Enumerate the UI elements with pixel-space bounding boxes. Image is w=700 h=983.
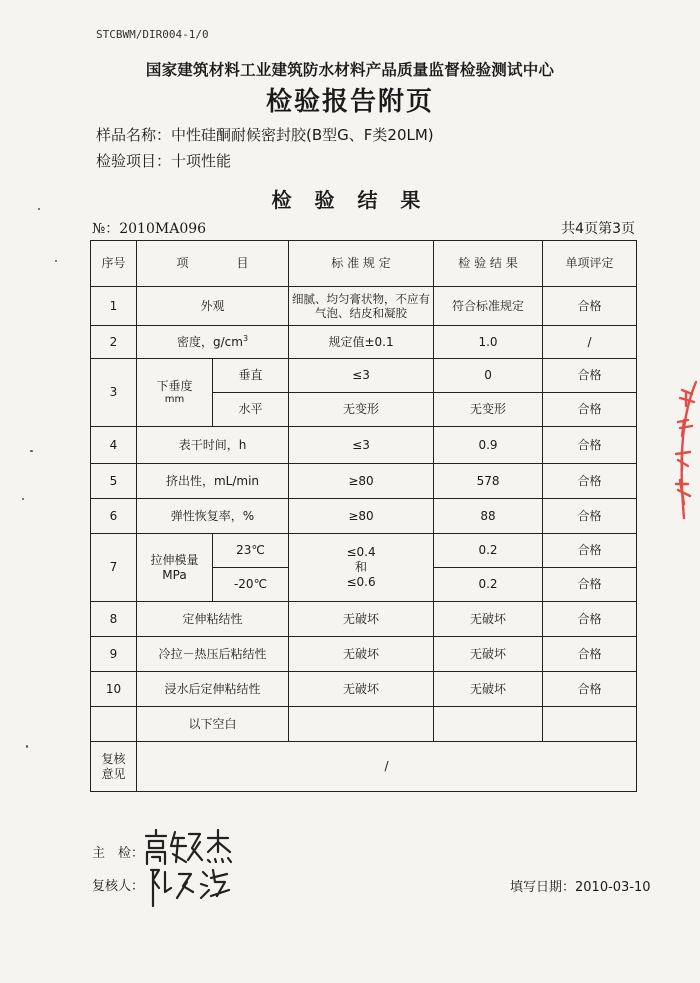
row-result: 无变形	[434, 393, 543, 427]
row-subitem: 23℃	[213, 534, 289, 568]
row-subitem: 垂直	[213, 359, 289, 393]
row-item-text: 密度，g/cm	[176, 335, 243, 349]
row-item: 表干时间，h	[137, 427, 289, 464]
row-verdict: 合格	[543, 464, 637, 499]
review-label-line: 意见	[101, 766, 126, 781]
row-item: 弹性恢复率，%	[137, 499, 289, 534]
row-verdict: 合格	[543, 393, 637, 427]
row-spec: 细腻、均匀膏状物，不应有气泡、结皮和凝胶	[289, 287, 434, 326]
row-verdict: 合格	[543, 602, 637, 637]
table-row	[91, 637, 637, 672]
header-item: 项 目	[137, 241, 289, 287]
table-row	[91, 672, 637, 707]
row-result: 无破坏	[434, 637, 543, 672]
table-row	[91, 602, 637, 637]
row-group	[137, 534, 213, 602]
row-verdict: 合格	[543, 637, 637, 672]
table-row	[91, 359, 637, 393]
row-result: 578	[434, 464, 543, 499]
table-row-blank	[91, 707, 637, 742]
paper-speck	[30, 450, 33, 452]
row-verdict: 合格	[543, 499, 637, 534]
row-result: 88	[434, 499, 543, 534]
header-no: 序号	[91, 241, 137, 287]
row-verdict: 合格	[543, 568, 637, 602]
row-spec: ≤3	[289, 427, 434, 464]
row-result: 0.2	[434, 568, 543, 602]
group-name: 下垂度	[156, 378, 193, 393]
row-result: 无破坏	[434, 672, 543, 707]
table-row	[91, 499, 637, 534]
form-code: STCBWM/DIR004-1/0	[96, 28, 209, 41]
row-verdict: 合格	[543, 287, 637, 326]
sample-label: 样品名称：	[96, 126, 172, 144]
row-no: 3	[91, 359, 137, 427]
fill-date: 填写日期：2010-03-10	[510, 880, 651, 895]
row-result: 0.2	[434, 534, 543, 568]
row-spec: 无变形	[289, 393, 434, 427]
row-result: 符合标准规定	[434, 287, 543, 326]
row-result	[434, 707, 543, 742]
row-item: 定伸粘结性	[137, 602, 289, 637]
row-no: 4	[91, 427, 137, 464]
results-table	[90, 240, 637, 792]
row-no: 8	[91, 602, 137, 637]
row-verdict: 合格	[543, 427, 637, 464]
spec-line: ≤0.6	[346, 575, 376, 589]
header-result: 检 验 结 果	[434, 241, 543, 287]
row-no: 9	[91, 637, 137, 672]
table-header-row	[91, 241, 637, 287]
row-verdict: /	[543, 326, 637, 359]
row-result: 1.0	[434, 326, 543, 359]
page-title: 检验报告附页	[265, 87, 434, 117]
spec-line: 和	[355, 560, 368, 574]
table-row	[91, 427, 637, 464]
group-name: 拉伸模量	[150, 552, 199, 567]
row-verdict: 合格	[543, 672, 637, 707]
header-spec: 标 准 规 定	[289, 241, 434, 287]
group-unit: MPa	[162, 567, 187, 582]
blank-note: 以下空白	[137, 707, 289, 742]
row-subitem: -20℃	[213, 568, 289, 602]
row-spec: 无破坏	[289, 672, 434, 707]
superscript: 3	[242, 334, 249, 343]
row-spec: ≥80	[289, 499, 434, 534]
row-item: 挤出性，mL/min	[137, 464, 289, 499]
sample-line	[96, 124, 434, 145]
review-label	[91, 742, 137, 792]
row-spec: ≥80	[289, 464, 434, 499]
row-spec	[289, 534, 434, 602]
row-subitem: 水平	[213, 393, 289, 427]
row-spec: 无破坏	[289, 637, 434, 672]
review-label-line: 复核	[101, 751, 126, 766]
review-row	[91, 742, 637, 792]
row-spec: 规定值±0.1	[289, 326, 434, 359]
group-unit: mm	[164, 393, 185, 405]
spec-line: ≤0.4	[346, 545, 376, 559]
paper-speck	[26, 745, 28, 748]
row-verdict	[543, 707, 637, 742]
row-spec: ≤3	[289, 359, 434, 393]
row-result: 无破坏	[434, 602, 543, 637]
results-heading: 检 验 结 果	[271, 188, 429, 212]
row-spec	[289, 707, 434, 742]
row-result: 0.9	[434, 427, 543, 464]
items-value: 十项性能	[171, 152, 232, 170]
row-no: 1	[91, 287, 137, 326]
page-info: 共4页第3页	[561, 221, 635, 237]
reviewer-signature	[145, 862, 235, 910]
paper-speck	[55, 260, 57, 262]
table-row	[91, 534, 637, 568]
row-item	[137, 326, 289, 359]
table-row	[91, 287, 637, 326]
paper-speck	[22, 498, 24, 500]
row-no: 7	[91, 534, 137, 602]
row-item: 外观	[137, 287, 289, 326]
organization-name: 国家建筑材料工业建筑防水材料产品质量监督检验测试中心	[145, 61, 555, 79]
table-row	[91, 464, 637, 499]
items-label: 检验项目：	[96, 152, 172, 170]
row-no	[91, 707, 137, 742]
review-value: /	[137, 742, 637, 792]
row-no: 6	[91, 499, 137, 534]
red-stamp-fragment	[666, 380, 700, 520]
inspector-signature	[142, 826, 242, 866]
reviewer-label: 复核人：	[92, 879, 145, 894]
sample-name: 中性硅酮耐候密封胶(B型G、F类20LM)	[171, 126, 434, 144]
row-no: 5	[91, 464, 137, 499]
paper-speck	[38, 208, 40, 210]
header-verdict: 单项评定	[543, 241, 637, 287]
table-row	[91, 326, 637, 359]
row-result: 0	[434, 359, 543, 393]
row-verdict: 合格	[543, 534, 637, 568]
report-number: №：2010MA096	[92, 221, 207, 237]
row-group	[137, 359, 213, 427]
row-no: 10	[91, 672, 137, 707]
inspector-label: 主 检：	[92, 846, 145, 861]
row-spec: 无破坏	[289, 602, 434, 637]
row-item: 浸水后定伸粘结性	[137, 672, 289, 707]
row-item: 冷拉－热压后粘结性	[137, 637, 289, 672]
items-line	[96, 150, 231, 171]
row-no: 2	[91, 326, 137, 359]
row-verdict: 合格	[543, 359, 637, 393]
